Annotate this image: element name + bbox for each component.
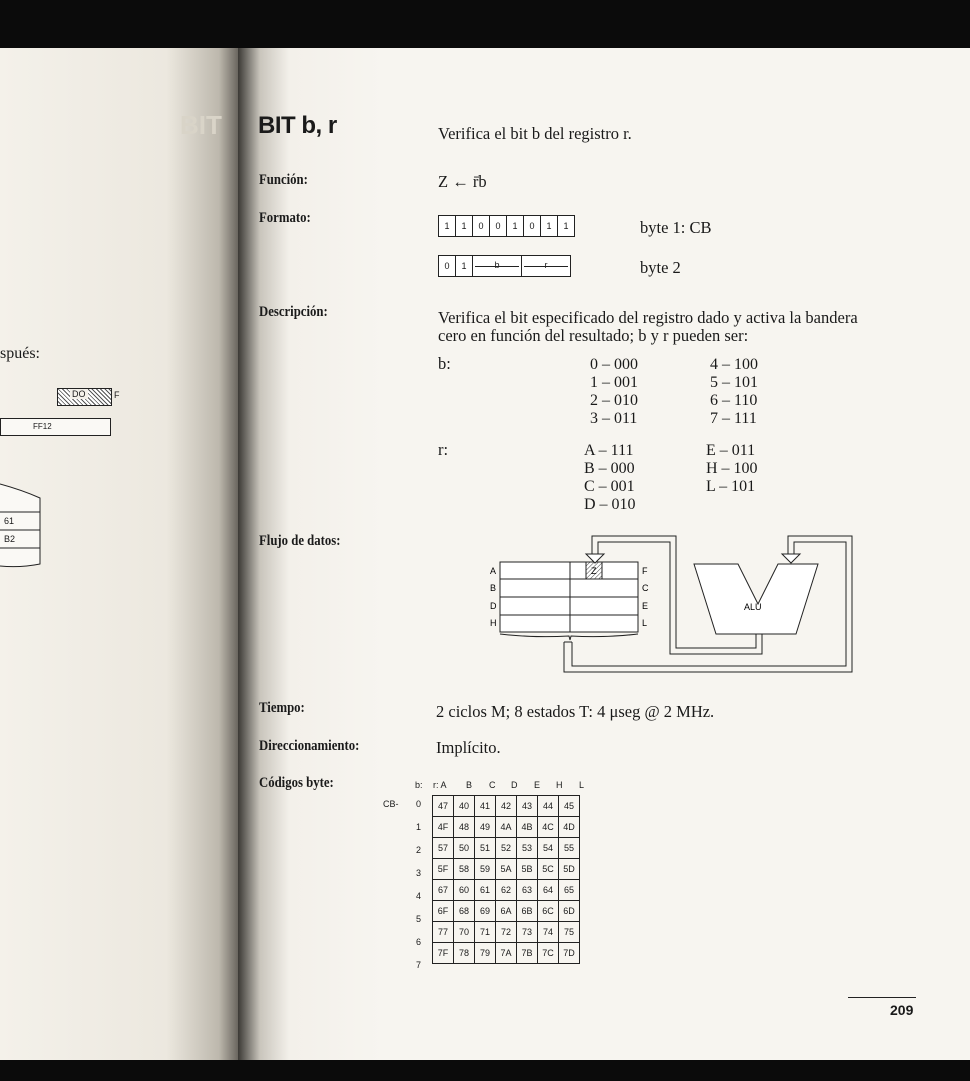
- bit: 0: [439, 256, 456, 276]
- byte-code-cell: 51: [475, 838, 496, 859]
- table-row: [433, 859, 580, 880]
- description-short: Verifica el bit b del registro r.: [438, 124, 632, 143]
- left-register-label: DO: [72, 389, 86, 399]
- byte-code-cell: 5F: [433, 859, 454, 880]
- r-value: D – 010: [584, 496, 636, 513]
- byte-code-cell: 59: [475, 859, 496, 880]
- byte-code-cell: 6A: [496, 901, 517, 922]
- byte-code-cell: 65: [559, 880, 580, 901]
- instruction-title: BIT b, r: [258, 112, 337, 139]
- bit: 0: [524, 216, 541, 236]
- r-value: H – 100: [706, 460, 758, 477]
- byte-code-cell: 4C: [538, 817, 559, 838]
- left-page-fragment-text: spués:: [0, 345, 40, 362]
- flag-z: Z: [591, 566, 597, 576]
- byte-code-cell: 5A: [496, 859, 517, 880]
- bit: 0: [490, 216, 507, 236]
- byte-code-cell: 4D: [559, 817, 580, 838]
- label-data-flow: Flujo de datos:: [259, 533, 341, 549]
- b-value: 0 – 000: [590, 356, 638, 373]
- byte-code-cell: 63: [517, 880, 538, 901]
- row-label: 6: [416, 937, 422, 947]
- r-value: A – 111: [584, 442, 634, 459]
- byte-code-cell: 74: [538, 922, 559, 943]
- field-b: b: [494, 260, 500, 270]
- r-values-col2: [706, 442, 758, 496]
- bit: 1: [563, 221, 569, 231]
- r-value: B – 000: [584, 460, 635, 477]
- byte-code-cell: 7C: [538, 943, 559, 964]
- byte-code-cell: 41: [475, 796, 496, 817]
- label-byte-codes: Códigos byte:: [259, 775, 334, 791]
- reg-label: F: [642, 566, 648, 576]
- addressing-text: Implícito.: [436, 738, 501, 757]
- table-row: [433, 796, 580, 817]
- description-text: [438, 309, 858, 345]
- row-label: 4: [416, 891, 422, 901]
- field-r: r: [544, 260, 548, 270]
- byte-code-cell: 71: [475, 922, 496, 943]
- bit: 1: [507, 216, 524, 236]
- b-values-col2: [710, 356, 758, 428]
- reg-label: D: [490, 601, 497, 611]
- row-label: 1: [416, 822, 422, 832]
- col-header: L: [579, 780, 585, 790]
- byte-code-cell: 6B: [517, 901, 538, 922]
- field-arrow: [475, 266, 519, 267]
- row-label: 2: [416, 845, 422, 855]
- r-value: C – 001: [584, 478, 635, 495]
- byte-code-table: [432, 795, 580, 964]
- table-row: [433, 817, 580, 838]
- b-value: 5 – 101: [710, 374, 758, 391]
- col-header: D: [511, 780, 518, 790]
- byte-code-cell: 68: [454, 901, 475, 922]
- table-row: [433, 922, 580, 943]
- r-value: E – 011: [706, 442, 756, 459]
- time-text: 2 ciclos M; 8 estados T: 4 μseg @ 2 MHz.: [436, 702, 715, 721]
- byte-code-cell: 5B: [517, 859, 538, 880]
- b-value: 2 – 010: [590, 392, 638, 409]
- byte-code-cell: 64: [538, 880, 559, 901]
- r-header: r: A: [433, 780, 447, 790]
- description-line: cero en función del resultado; b y r pueden ser:: [438, 326, 749, 345]
- data-flow-diagram: [484, 532, 870, 684]
- page-number: 209: [890, 1002, 914, 1018]
- byte-code-cell: 5D: [559, 859, 580, 880]
- byte-code-cell: 7A: [496, 943, 517, 964]
- reg-label: H: [490, 618, 497, 628]
- bit: 1: [439, 216, 456, 236]
- b-values-col1: [590, 356, 638, 428]
- byte-code-cell: 47: [433, 796, 454, 817]
- r-label: r:: [438, 440, 449, 459]
- reg-label: L: [642, 618, 648, 628]
- byte2-r-field: [522, 256, 570, 276]
- row-label: 7: [416, 960, 422, 970]
- cb-prefix: CB-: [383, 799, 399, 809]
- byte-code-cell: 58: [454, 859, 475, 880]
- byte-code-cell: 53: [517, 838, 538, 859]
- byte-code-cell: 72: [496, 922, 517, 943]
- byte-code-cell: 5C: [538, 859, 559, 880]
- byte-code-cell: 6C: [538, 901, 559, 922]
- byte-code-cell: 7D: [559, 943, 580, 964]
- field-arrow: [524, 266, 568, 267]
- byte-code-cell: 62: [496, 880, 517, 901]
- r-values-col1: [584, 442, 636, 514]
- b-header: b:: [415, 780, 423, 790]
- description-line: Verifica el bit especificado del registro dado y activa la bandera: [438, 308, 858, 327]
- show-through-ghost: BIT: [180, 110, 222, 140]
- r-value: L – 101: [706, 478, 756, 495]
- byte-code-cell: 52: [496, 838, 517, 859]
- col-header: B: [466, 780, 473, 790]
- byte-code-cell: 4B: [517, 817, 538, 838]
- left-address-box: [0, 418, 111, 436]
- byte-code-cell: 44: [538, 796, 559, 817]
- label-addressing: Direccionamiento:: [259, 738, 360, 754]
- b-value: 4 – 100: [710, 356, 758, 373]
- left-address-label: FF12: [33, 422, 52, 431]
- byte-code-cell: 48: [454, 817, 475, 838]
- table-row: [433, 901, 580, 922]
- col-header: C: [489, 780, 496, 790]
- reg-label: E: [642, 601, 649, 611]
- row-label: 0: [416, 799, 422, 809]
- byte-code-cell: 69: [475, 901, 496, 922]
- byte1-label: byte 1: CB: [640, 218, 712, 237]
- byte-code-cell: 42: [496, 796, 517, 817]
- byte-code-cell: 67: [433, 880, 454, 901]
- function-formula: Z ← r̄b: [438, 172, 487, 191]
- byte-code-cell: 4A: [496, 817, 517, 838]
- bit: 1: [541, 216, 558, 236]
- byte-code-cell: 78: [454, 943, 475, 964]
- bit: 0: [473, 216, 490, 236]
- reg-label: A: [490, 566, 497, 576]
- byte1-bits: [438, 215, 575, 237]
- left-cell-2: B2: [4, 534, 16, 544]
- label-format: Formato:: [259, 210, 311, 226]
- byte-code-cell: 61: [475, 880, 496, 901]
- b-value: 7 – 111: [710, 410, 757, 427]
- reg-label: B: [490, 583, 497, 593]
- byte2-bits: [438, 255, 571, 277]
- bit: 1: [456, 216, 473, 236]
- b-label: b:: [438, 354, 451, 373]
- table-row: [433, 880, 580, 901]
- col-header: H: [556, 780, 563, 790]
- row-label: 3: [416, 868, 422, 878]
- byte-code-cell: 79: [475, 943, 496, 964]
- byte-code-cell: 43: [517, 796, 538, 817]
- b-value: 3 – 011: [590, 410, 638, 427]
- label-time: Tiempo:: [259, 700, 305, 716]
- row-label: 5: [416, 914, 422, 924]
- left-cell-1: 61: [4, 516, 15, 526]
- byte-code-cell: 73: [517, 922, 538, 943]
- byte-code-cell: 45: [559, 796, 580, 817]
- byte2-b-field: [473, 256, 522, 276]
- byte-code-cell: 77: [433, 922, 454, 943]
- byte-code-cell: 70: [454, 922, 475, 943]
- byte-code-cell: 40: [454, 796, 475, 817]
- byte-code-cell: 75: [559, 922, 580, 943]
- table-row: [433, 943, 580, 964]
- label-function: Función:: [259, 172, 308, 188]
- byte-code-cell: 55: [559, 838, 580, 859]
- col-header: E: [534, 780, 541, 790]
- byte-code-cell: 4F: [433, 817, 454, 838]
- byte-code-cell: 49: [475, 817, 496, 838]
- table-row: [433, 838, 580, 859]
- byte-code-cell: 7B: [517, 943, 538, 964]
- bit: 1: [456, 256, 473, 276]
- byte-code-cell: 7F: [433, 943, 454, 964]
- byte-code-cell: 60: [454, 880, 475, 901]
- page-number-rule: [848, 997, 916, 998]
- byte-code-cell: 6F: [433, 901, 454, 922]
- left-register-box: [57, 388, 112, 406]
- b-value: 6 – 110: [710, 392, 758, 409]
- byte-code-cell: 50: [454, 838, 475, 859]
- b-value: 1 – 001: [590, 374, 638, 391]
- byte-code-cell: 54: [538, 838, 559, 859]
- left-flag-label: F: [114, 390, 120, 400]
- alu-label: ALU: [744, 602, 762, 612]
- byte-code-cell: 6D: [559, 901, 580, 922]
- byte2-label: byte 2: [640, 258, 681, 277]
- reg-label: C: [642, 583, 649, 593]
- byte-code-cell: 57: [433, 838, 454, 859]
- label-description: Descripción:: [259, 304, 328, 320]
